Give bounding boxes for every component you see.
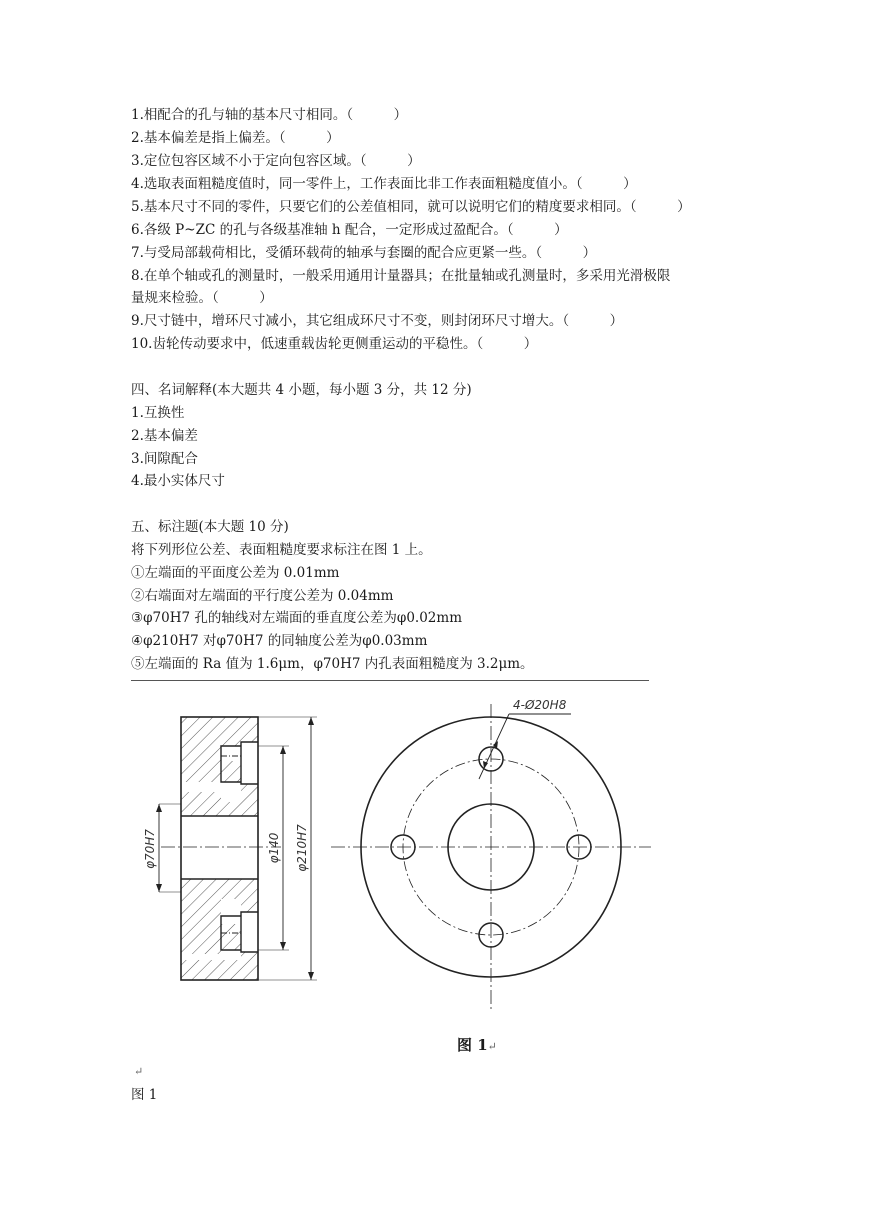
- section5-item-3: ③φ70H7 孔的轴线对左端面的垂直度公差为φ0.02mm: [131, 610, 463, 626]
- section-view: [156, 717, 317, 980]
- tf-item-7: 7.与受局部载荷相比，受循环载荷的轴承与套圈的配合应更紧一些。（ ）: [131, 245, 597, 261]
- dim-phi70h7: φ70H7: [143, 829, 157, 869]
- dim-phi140: φ140: [267, 832, 281, 864]
- tf-item-2: 2.基本偏差是指上偏差。（ ）: [131, 130, 340, 146]
- tf-item-3: 3.定位包容区域不小于定向包容区域。（ ）: [131, 153, 421, 169]
- paragraph-mark-icon: ↵: [134, 1065, 144, 1078]
- dim-phi210h7: φ210H7: [295, 824, 309, 872]
- section4-heading: 四、名词解释(本大题共 4 小题，每小题 3 分，共 12 分): [131, 382, 472, 398]
- footer-caption: 图 1: [131, 1087, 158, 1103]
- tf-item-8: 8.在单个轴或孔的测量时，一般采用通用计量器具；在批量轴或孔测量时，多采用光滑极限: [131, 268, 671, 284]
- tf-item-9: 9.尺寸链中，增环尺寸减小，其它组成环尺寸不变，则封闭环尺寸增大。（ ）: [131, 313, 624, 329]
- figure-top-rule: [131, 680, 649, 681]
- section4-item-3: 3.间隙配合: [131, 451, 198, 467]
- hole-callout: 4-Ø20H8: [513, 698, 567, 712]
- section4-item-2: 2.基本偏差: [131, 428, 198, 444]
- tf-item-5: 5.基本尺寸不同的零件，只要它们的公差值相同，就可以说明它们的精度要求相同。（ ）: [131, 199, 691, 215]
- return-mark-icon: ↵: [487, 1040, 497, 1053]
- part-drawing: [131, 684, 656, 1014]
- section5-item-1: ①左端面的平面度公差为 0.01mm: [131, 565, 340, 581]
- figure-caption: [457, 1034, 497, 1055]
- figure-caption-text: 图 1: [457, 1036, 488, 1054]
- tf-item-10: 10.齿轮传动要求中，低速重载齿轮更侧重运动的平稳性。（ ）: [131, 336, 538, 352]
- section5-item-2: ②右端面对左端面的平行度公差为 0.04mm: [131, 588, 394, 604]
- section5-heading: 五、标注题(本大题 10 分): [131, 519, 289, 535]
- section4-item-1: 1.互换性: [131, 405, 185, 421]
- section5-intro: 将下列形位公差、表面粗糙度要求标注在图 1 上。: [131, 542, 432, 558]
- tf-item-6: 6.各级 P~ZC 的孔与各级基准轴 h 配合，一定形成过盈配合。（ ）: [131, 222, 568, 238]
- section5-item-5: ⑤左端面的 Ra 值为 1.6μm，φ70H7 内孔表面粗糙度为 3.2μm。: [131, 656, 534, 672]
- section5-item-4: ④φ210H7 对φ70H7 的同轴度公差为φ0.03mm: [131, 633, 428, 649]
- section4-item-4: 4.最小实体尺寸: [131, 473, 225, 489]
- tf-item-4: 4.选取表面粗糙度值时，同一零件上，工作表面比非工作表面粗糙度值小。（ ）: [131, 176, 637, 192]
- tf-item-1: 1.相配合的孔与轴的基本尺寸相同。（ ）: [131, 107, 408, 123]
- tf-item-8-cont: 量规来检验。（ ）: [131, 290, 273, 306]
- front-view: [331, 704, 651, 1012]
